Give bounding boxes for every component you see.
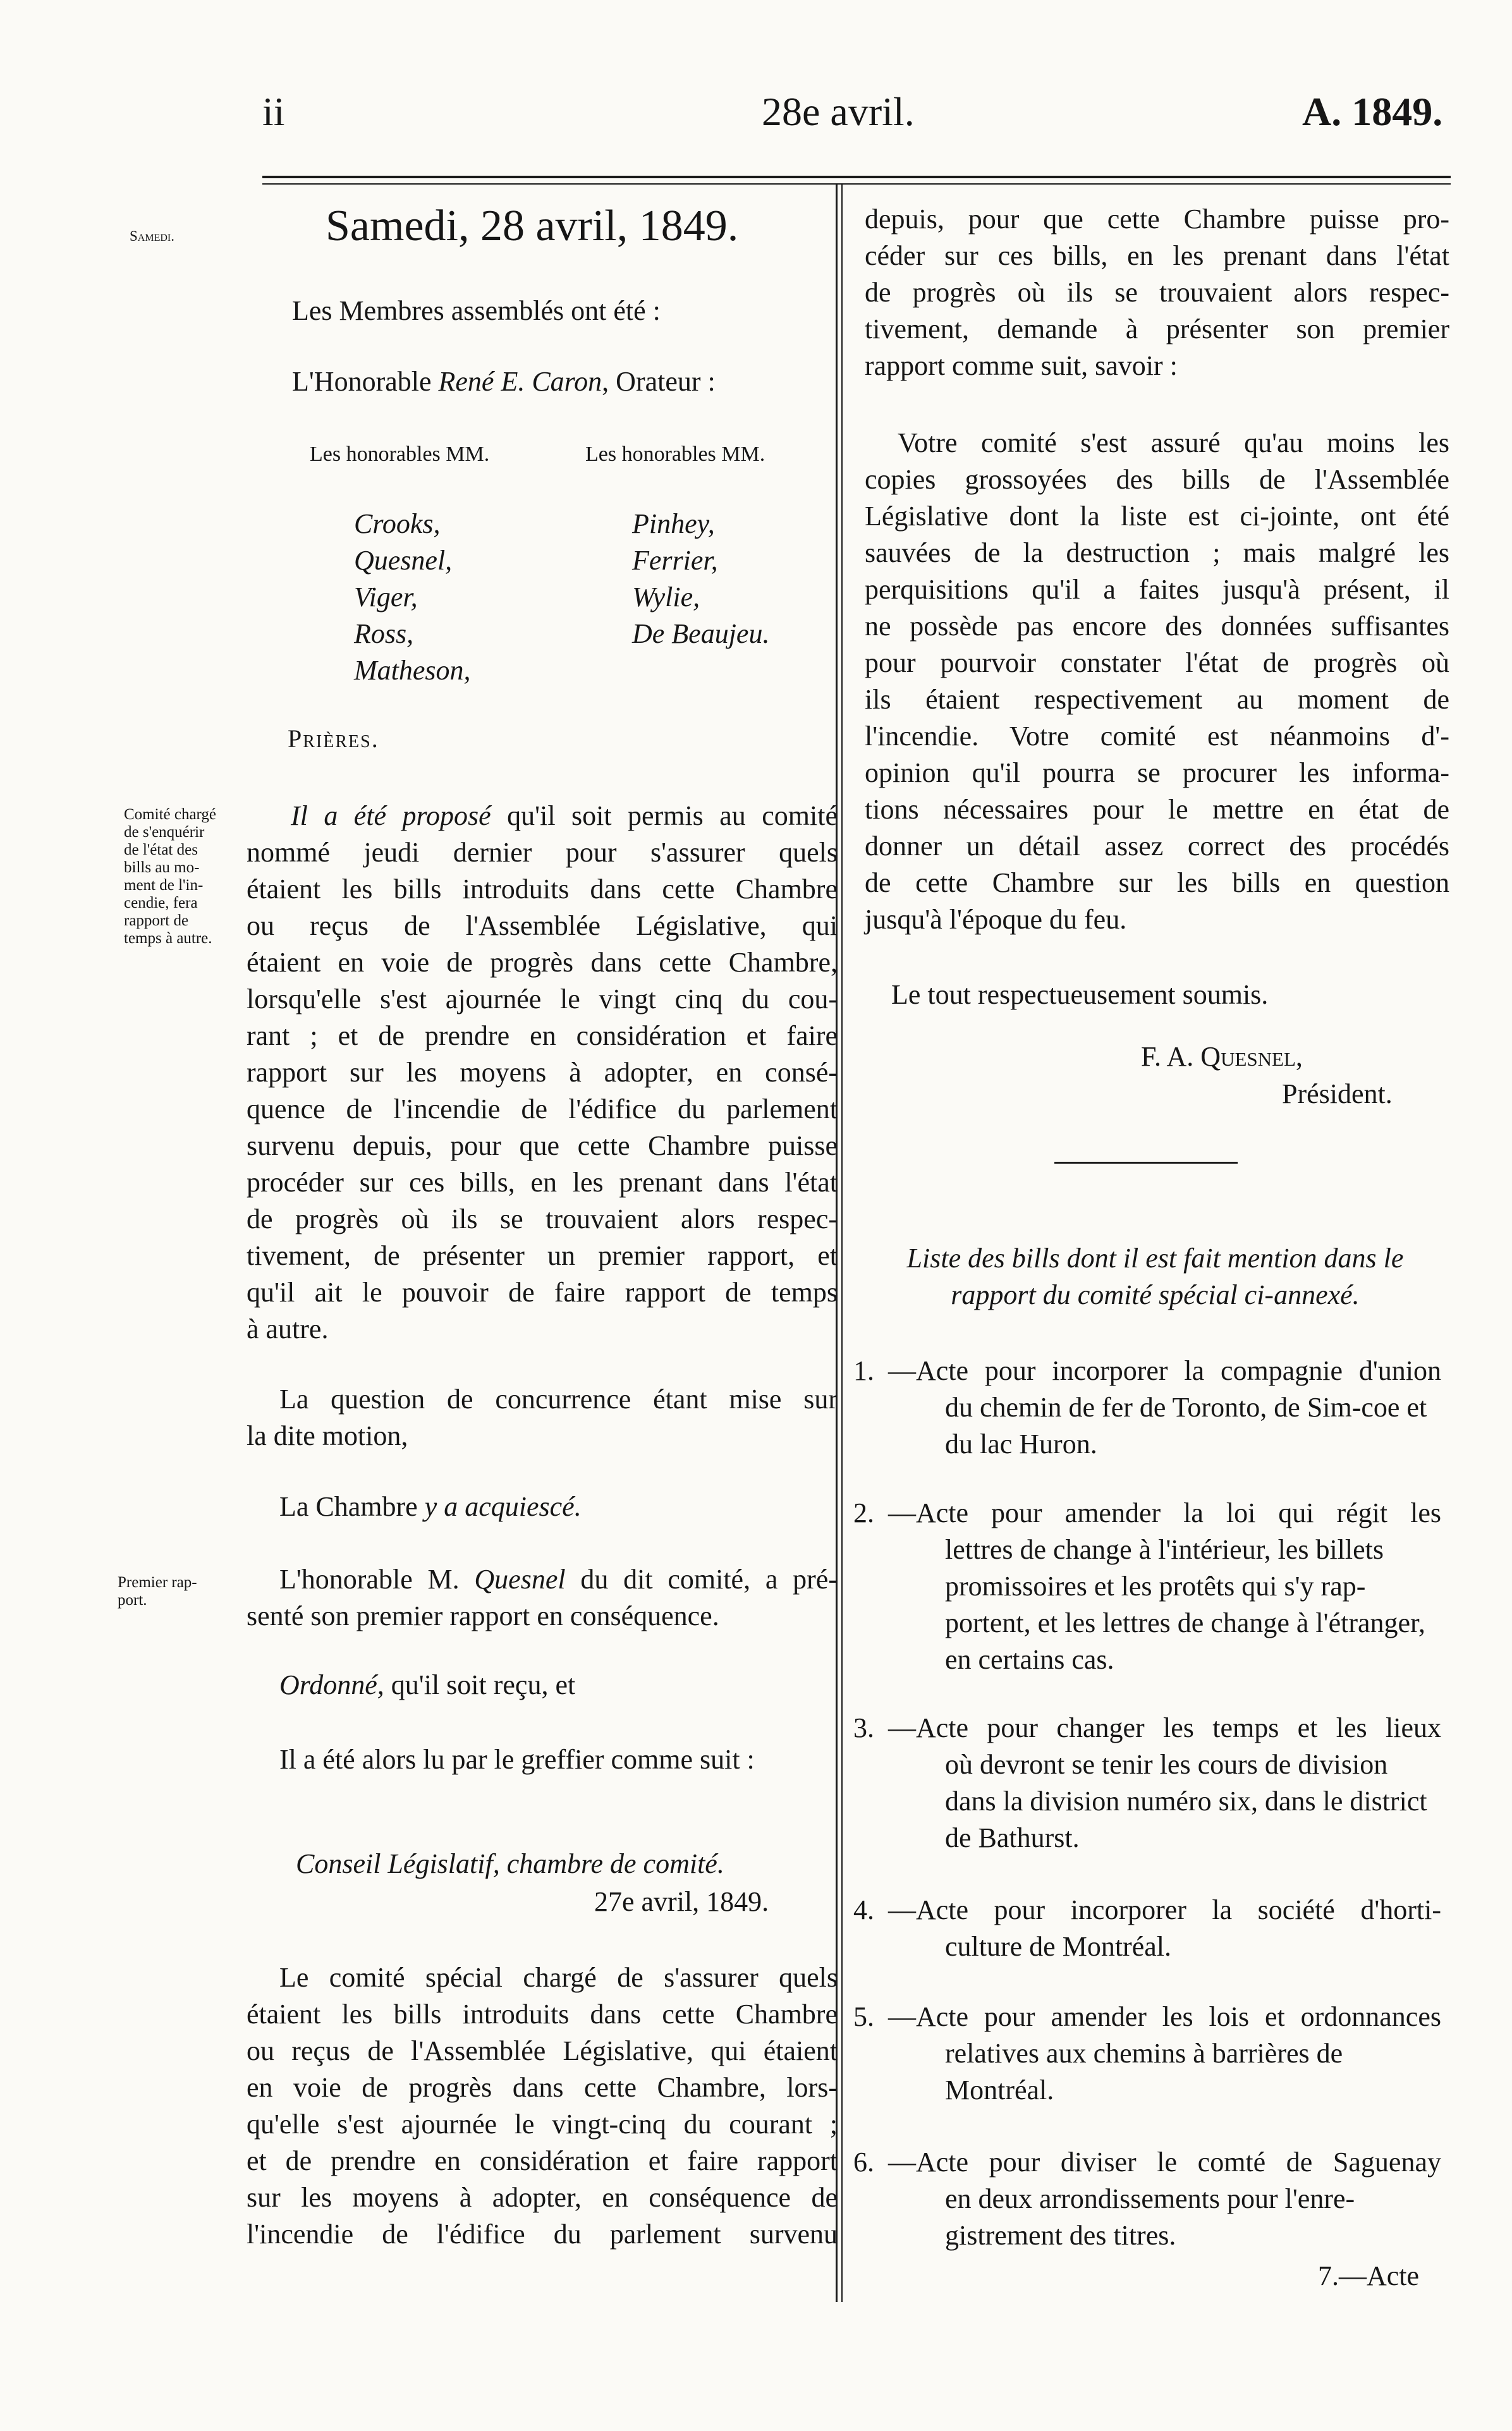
- text-line: céder sur ces bills, en les prenant dans l'état: [865, 240, 1449, 271]
- text-line: ou reçus de l'Assemblée Législative, qui étaient: [247, 2035, 838, 2066]
- text-line: étaient en voie de progrès dans cette Chambre,: [247, 947, 838, 978]
- list-item: [853, 1353, 1441, 1463]
- member-name: Wylie,: [632, 582, 700, 612]
- margin-note-premier: [118, 1574, 238, 1609]
- text-line: rant ; et de prendre en considération et faire: [247, 1020, 838, 1051]
- report-continuation: [865, 201, 1449, 384]
- text-line: copies grossoyées des bills de l'Assemblée: [865, 464, 1449, 495]
- orator-line: [292, 363, 716, 400]
- member-name: De Beaujeu.: [632, 618, 770, 649]
- text-line: nommé jeudi dernier pour s'assurer quels: [247, 837, 838, 868]
- text-line: tivement, demande à présenter son premier: [865, 314, 1449, 344]
- text-line: Le comité spécial chargé de s'assurer quels: [279, 1962, 838, 1993]
- item-number: 5.: [853, 2001, 874, 2032]
- member-name: Viger,: [354, 582, 418, 612]
- item-number: 6.: [853, 2147, 874, 2178]
- item-first-line: —Acte pour changer les temps et les lieux: [888, 1712, 1441, 1743]
- text-line: pour pourvoir constater l'état de progrès où: [865, 647, 1449, 678]
- text-line: depuis, pour que cette Chambre puisse pro-: [865, 204, 1449, 235]
- header-date: 28e avril.: [762, 89, 915, 134]
- margin-note-line: rapport de: [124, 912, 189, 929]
- member-name: Crooks,: [354, 508, 441, 539]
- item-rest: culture de Montréal.: [945, 1931, 1171, 1962]
- report-date: 27e avril, 1849.: [594, 1886, 769, 1917]
- margin-note-line: Premier rap-: [118, 1574, 197, 1591]
- text-line: Liste des bills dont il est fait mention dans le: [906, 1243, 1404, 1274]
- item-first-line: —Acte pour incorporer la compagnie d'union: [888, 1355, 1441, 1386]
- question-paragraph: [247, 1381, 838, 1454]
- header-rule-bottom: [262, 183, 1451, 185]
- signer-title: Président.: [1282, 1078, 1393, 1109]
- chambre-line: [279, 1489, 582, 1525]
- text-line: de progrès où ils se trouvaient alors respec-: [865, 277, 1449, 308]
- conseil-heading: Conseil Législatif, chambre de comité.: [296, 1848, 724, 1879]
- votre-comite-paragraph: [865, 425, 1449, 938]
- members-col2-heading: Les honorables MM.: [585, 442, 765, 466]
- text-line: rapport du comité spécial ci-annexé.: [951, 1279, 1360, 1310]
- text-line: lorsqu'elle s'est ajournée le vingt cinq du cou-: [247, 984, 838, 1014]
- honorable-paragraph: [247, 1561, 838, 1635]
- prieres-heading: Prières.: [288, 724, 379, 753]
- text-line: l'incendie de l'édifice du parlement survenu: [247, 2219, 838, 2250]
- item-number: 1.: [853, 1355, 874, 1386]
- text-line: Législative dont la liste est ci-jointe, ont été: [865, 501, 1449, 532]
- text-line: tions nécessaires pour le mettre en état de: [865, 794, 1449, 825]
- text-line: ne possède pas encore des données suffisantes: [865, 611, 1449, 642]
- text-line: survenu depuis, pour que cette Chambre puisse: [247, 1130, 838, 1161]
- member-name: Ferrier,: [632, 545, 718, 576]
- text-line: La question de concurrence étant mise sur: [279, 1384, 838, 1415]
- text-line: rapport comme suit, savoir :: [865, 350, 1178, 381]
- text-line: sauvées de la destruction ; mais malgré les: [865, 537, 1449, 568]
- margin-note-samedi: Samedi.: [130, 228, 174, 244]
- item-first-line: —Acte pour incorporer la société d'horti-: [888, 1894, 1441, 1925]
- item-number: 4.: [853, 1894, 874, 1925]
- list-item: [853, 1892, 1441, 1965]
- member-name: Matheson,: [354, 655, 471, 686]
- margin-note-line: ment de l'in-: [124, 877, 204, 894]
- list-item: [853, 1999, 1441, 2109]
- item-number: 2.: [853, 1497, 874, 1528]
- member-name: Ross,: [354, 618, 414, 649]
- margin-note-line: bills au mo-: [124, 859, 200, 876]
- text-line: de cette Chambre sur les bills en question: [865, 867, 1449, 898]
- text-line: quence de l'incendie de l'édifice du parlement: [247, 1094, 838, 1124]
- motion-paragraph: [247, 798, 838, 1348]
- catchword: 7.—Acte: [1318, 2260, 1420, 2291]
- text-line: l'incendie. Votre comité est néanmoins d'-: [865, 721, 1449, 752]
- ordonne-italic: Ordonné,: [279, 1669, 384, 1700]
- text-line: opinion qu'il pourra se procurer les informa-: [865, 757, 1449, 788]
- text-line: étaient les bills introduits dans cette Chambre: [247, 874, 838, 905]
- text-line: donner un détail assez correct des procédés: [865, 831, 1449, 862]
- text-line: qu'il soit permis au comité: [491, 800, 838, 831]
- motion-lead: Il a été proposé: [291, 800, 491, 831]
- margin-note-line: cendie, fera: [124, 894, 198, 911]
- list-item: [853, 1495, 1441, 1678]
- assembled-line: Les Membres assemblés ont été :: [292, 295, 661, 326]
- item-first-line: —Acte pour amender la loi qui régit les: [888, 1497, 1441, 1528]
- liste-heading: [860, 1240, 1451, 1313]
- text-line: qu'elle s'est ajournée le vingt-cinq du courant ;: [247, 2109, 838, 2140]
- column-divider-right: [841, 185, 843, 2302]
- text-line: ou reçus de l'Assemblée Législative, qui: [247, 910, 838, 941]
- text-line: senté son premier rapport en conséquence.: [247, 1600, 719, 1631]
- item-rest: en deux arrondissements pour l'enre-gistrement des titres.: [945, 2183, 1355, 2251]
- honorable-prefix: L'honorable M.: [279, 1564, 475, 1595]
- text-line: à autre.: [247, 1313, 329, 1344]
- margin-note-line: Comité chargé: [124, 806, 217, 823]
- text-line: procéder sur ces bills, en les prenant dans l'état: [247, 1167, 838, 1198]
- margin-note-comite: [124, 806, 244, 947]
- honorable-suffix: du dit comité, a pré-: [565, 1564, 838, 1595]
- member-name: Quesnel,: [354, 545, 453, 576]
- margin-note-line: de s'enquérir: [124, 824, 205, 841]
- orator-suffix: , Orateur :: [602, 366, 716, 397]
- item-first-line: —Acte pour amender les lois et ordonnances: [888, 2001, 1441, 2032]
- text-line: sur les moyens à adopter, en conséquence de: [247, 2182, 838, 2213]
- ordonne-suffix: qu'il soit reçu, et: [384, 1669, 576, 1700]
- text-line: ils étaient respectivement au moment de: [865, 684, 1449, 715]
- members-col2: [632, 506, 769, 652]
- text-line: la dite motion,: [247, 1420, 408, 1451]
- day-title: Samedi, 28 avril, 1849.: [326, 202, 739, 250]
- honorable-name: Quesnel: [474, 1564, 566, 1595]
- margin-note-line: temps à autre.: [124, 930, 212, 947]
- text-line: rapport sur les moyens à adopter, en consé-: [247, 1057, 838, 1088]
- text-line: étaient les bills introduits dans cette Chambre: [247, 1999, 838, 2030]
- text-line: et de prendre en considération et faire rapport: [247, 2145, 838, 2176]
- text-line: perquisitions qu'il a faites jusqu'à présent, il: [865, 574, 1449, 605]
- margin-note-line: port.: [118, 1592, 147, 1609]
- chambre-italic: y a acquiescé.: [424, 1491, 582, 1522]
- text-line: Votre comité s'est assuré qu'au moins les: [898, 427, 1449, 458]
- ordonne-line: [279, 1667, 575, 1703]
- margin-note-line: de l'état des: [124, 841, 198, 858]
- item-rest: relatives aux chemins à barrières de Montréal.: [945, 2038, 1343, 2105]
- item-rest: du chemin de fer de Toronto, de Sim-coe et du lac Huron.: [945, 1392, 1427, 1459]
- report-paragraph: [247, 1959, 838, 2253]
- member-name: Pinhey,: [632, 508, 715, 539]
- soumis-line: Le tout respectueusement soumis.: [891, 979, 1269, 1010]
- header-year: A. 1849.: [1302, 89, 1443, 134]
- item-rest: lettres de change à l'intérieur, les billets promissoires et les protêts qui s'y rap-portent, et les lettres de change à l'étranger, en certains cas.: [945, 1534, 1425, 1675]
- members-col1-heading: Les honorables MM.: [310, 442, 490, 466]
- page-number: ii: [262, 89, 285, 134]
- list-item: [853, 2144, 1441, 2254]
- item-number: 3.: [853, 1712, 874, 1743]
- text-line: de progrès où ils se trouvaient alors respec-: [247, 1203, 838, 1234]
- list-item: [853, 1710, 1441, 1856]
- text-line: qu'il ait le pouvoir de faire rapport de temps: [247, 1277, 838, 1308]
- item-rest: où devront se tenir les cours de division dans la division numéro six, dans le district de Bathurst.: [945, 1749, 1427, 1853]
- greffier-line: Il a été alors lu par le greffier comme suit :: [279, 1744, 755, 1775]
- signer-name: F. A. Quesnel,: [1141, 1041, 1303, 1072]
- text-line: jusqu'à l'époque du feu.: [865, 904, 1127, 935]
- text-line: tivement, de présenter un premier rapport, et: [247, 1240, 838, 1271]
- text-line: en voie de progrès dans cette Chambre, lors-: [247, 2072, 838, 2103]
- item-first-line: —Acte pour diviser le comté de Saguenay: [888, 2147, 1441, 2178]
- header-rule-top: [262, 176, 1451, 178]
- members-col1: [354, 506, 471, 689]
- chambre-prefix: La Chambre: [279, 1491, 425, 1522]
- section-divider: [1054, 1162, 1238, 1164]
- orator-prefix: L'Honorable: [292, 366, 439, 397]
- orator-name: René E. Caron: [438, 366, 602, 397]
